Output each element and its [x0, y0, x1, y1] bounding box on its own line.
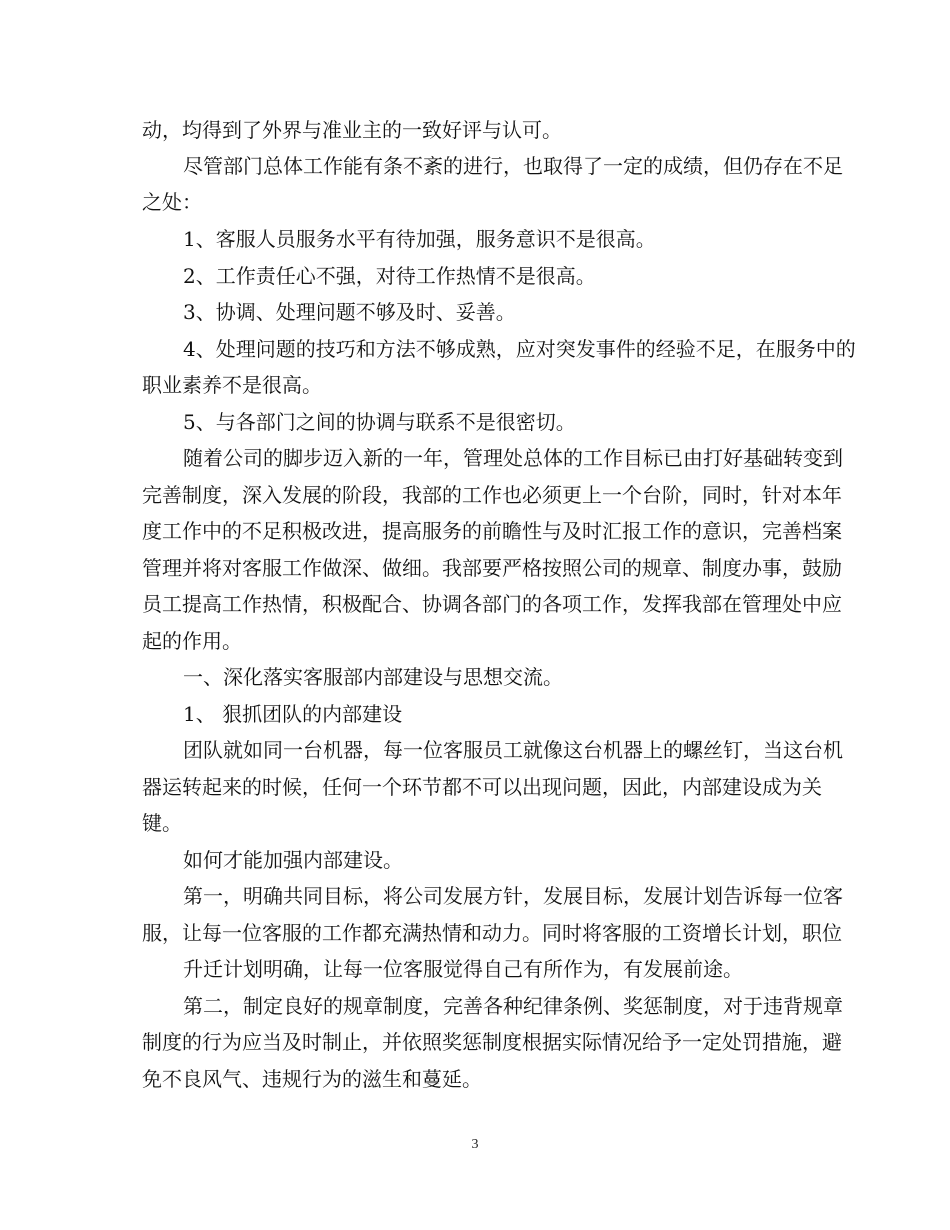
section-heading: 一、深化落实客服部内部建设与思想交流。: [183, 665, 563, 689]
text-line: 团队就如同一台机器，每一位客服员工就像这台机器上的螺丝钉，当这台机: [183, 738, 843, 762]
text-line: 键。: [142, 811, 182, 835]
text-line: 职业素养不是很高。: [142, 373, 322, 397]
text-line: 如何才能加强内部建设。: [183, 848, 403, 872]
text-line: 尽管部门总体工作能有条不紊的进行，也取得了一定的成绩，但仍存在不足: [183, 154, 843, 178]
text-line: 起的作用。: [142, 629, 242, 653]
text-line: 4、处理问题的技巧和方法不够成熟，应对突发事件的经验不足，在服务中的: [183, 337, 856, 361]
text-line: 第二，制定良好的规章制度，完善各种纪律条例、奖惩制度，对于违背规章: [183, 994, 843, 1018]
text-line: 度工作中的不足积极改进，提高服务的前瞻性与及时汇报工作的意识，完善档案: [142, 519, 842, 543]
text-line: 随着公司的脚步迈入新的一年，管理处总体的工作目标已由打好基础转变到: [183, 446, 843, 470]
text-line: 之处：: [142, 190, 202, 214]
text-line: 1、客服人员服务水平有待加强，服务意识不是很高。: [183, 227, 656, 251]
text-line: 制度的行为应当及时制止，并依照奖惩制度根据实际情况给予一定处罚措施，避: [142, 1030, 842, 1054]
text-line: 管理并将对客服工作做深、做细。我部要严格按照公司的规章、制度办事，鼓励: [142, 556, 842, 580]
text-line: 完善制度，深入发展的阶段，我部的工作也必须更上一个台阶，同时，针对本年: [142, 483, 842, 507]
text-line: 5、与各部门之间的协调与联系不是很密切。: [183, 410, 576, 434]
page-number: 3: [471, 1137, 479, 1152]
text-line: 器运转起来的时候，任何一个环节都不可以出现问题，因此，内部建设成为关: [142, 775, 822, 799]
text-line: 2、工作责任心不强，对待工作热情不是很高。: [183, 264, 596, 288]
text-line: 动，均得到了外界与准业主的一致好评与认可。: [142, 118, 562, 142]
text-line: 员工提高工作热情，积极配合、协调各部门的各项工作，发挥我部在管理处中应: [142, 592, 842, 616]
text-line: 服，让每一位客服的工作都充满热情和动力。同时将客服的工资增长计划，职位: [142, 921, 842, 945]
text-line: 免不良风气、违规行为的滋生和蔓延。: [142, 1067, 482, 1091]
text-line: 第一，明确共同目标，将公司发展方针，发展目标，发展计划告诉每一位客: [183, 884, 843, 908]
text-line: 3、协调、处理问题不够及时、妥善。: [183, 300, 516, 324]
subsection-heading: 1、 狠抓团队的内部建设: [183, 702, 403, 726]
text-line: 升迁计划明确，让每一位客服觉得自己有所作为，有发展前途。: [183, 957, 743, 981]
